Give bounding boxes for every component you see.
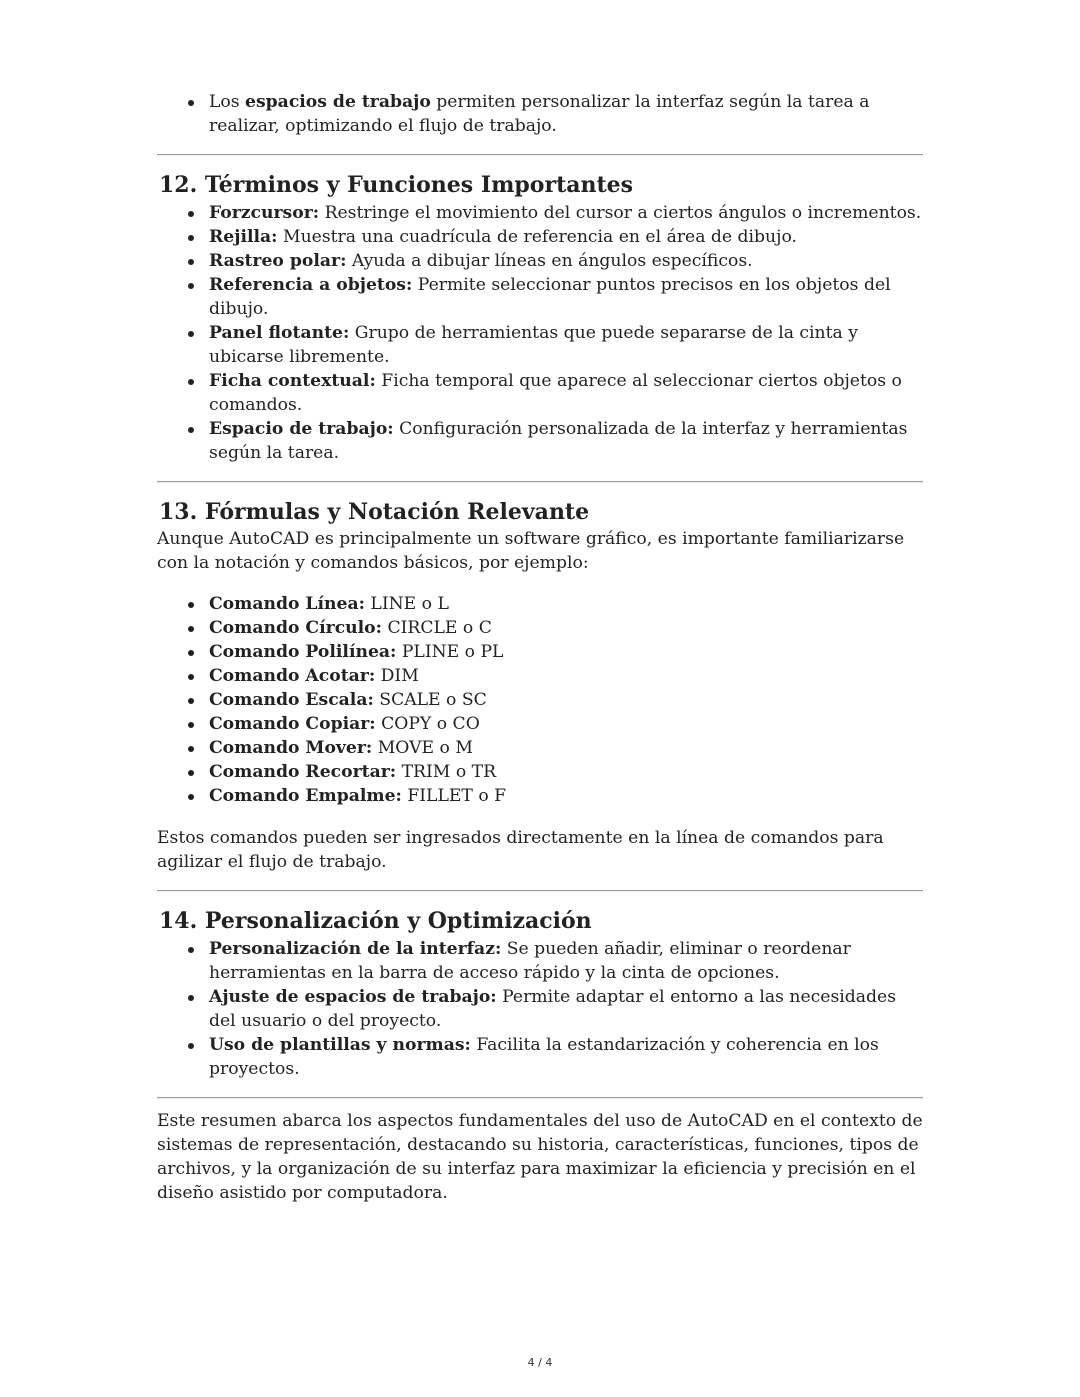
- item-description: Ayuda a dibujar líneas en ángulos específicos.: [346, 251, 753, 271]
- item-description: TRIM o TR: [396, 762, 497, 782]
- section-outro: Estos comandos pueden ser ingresados directamente en la línea de comandos para agilizar el flujo de trabajo.: [157, 828, 884, 872]
- section-terms: [157, 170, 923, 465]
- list-item: [209, 90, 923, 138]
- conclusion-paragraph: Este resumen abarca los aspectos fundamentales del uso de AutoCAD en el contexto de sistemas de representación, destacando su historia, características, funciones, tipos de archivos, y la organización de su interfaz para maximizar la eficiencia y precisión en el diseño asistido por computadora.: [157, 1111, 923, 1203]
- section-divider: [157, 1097, 923, 1099]
- list-item: [209, 417, 923, 465]
- item-description: PLINE o PL: [396, 642, 504, 662]
- item-term: Comando Empalme:: [209, 786, 402, 806]
- item-description: MOVE o M: [372, 738, 473, 758]
- item-description: COPY o CO: [375, 714, 480, 734]
- item-description: DIM: [375, 666, 419, 686]
- item-term: Comando Línea:: [209, 594, 365, 614]
- item-description: FILLET o F: [401, 786, 507, 806]
- item-term: Comando Polilínea:: [209, 642, 397, 662]
- list-item: [209, 688, 923, 712]
- item-description: Grupo de herramientas que puede separarse de la cinta y ubicarse libremente.: [209, 323, 858, 367]
- item-term: Comando Recortar:: [209, 762, 397, 782]
- section-title: 12. Términos y Funciones Importantes: [159, 172, 634, 198]
- page-indicator: 4 / 4: [527, 1356, 553, 1369]
- item-prefix: Los: [209, 92, 246, 112]
- list-item: [209, 592, 923, 616]
- document-page: [157, 90, 923, 1205]
- item-description: Muestra una cuadrícula de referencia en el área de dibujo.: [277, 227, 797, 247]
- item-description: LINE o L: [364, 594, 449, 614]
- section-formulas: [157, 497, 923, 874]
- list-item: [209, 985, 923, 1033]
- item-term: Espacio de trabajo:: [209, 419, 394, 439]
- list-item: [209, 201, 923, 225]
- list-item: [209, 321, 923, 369]
- item-description: Facilita la estandarización y coherencia en los proyectos.: [209, 1035, 879, 1079]
- section-title: 14. Personalización y Optimización: [159, 908, 592, 934]
- item-term: Comando Círculo:: [209, 618, 382, 638]
- list-item: [209, 225, 923, 249]
- item-term: Rejilla:: [209, 227, 278, 247]
- list-item: [209, 616, 923, 640]
- list-item: [209, 249, 923, 273]
- list-item: [209, 273, 923, 321]
- item-term: Comando Copiar:: [209, 714, 376, 734]
- item-description: Configuración personalizada de la interfaz y herramientas según la tarea.: [209, 419, 908, 463]
- item-description: Permite seleccionar puntos precisos en los objetos del dibujo.: [209, 275, 891, 319]
- item-description: Permite adaptar el entorno a las necesidades del usuario o del proyecto.: [209, 987, 897, 1031]
- list-item: [209, 937, 923, 985]
- section-title: 13. Fórmulas y Notación Relevante: [159, 499, 590, 525]
- item-description: SCALE o SC: [373, 690, 487, 710]
- item-term: Panel flotante:: [209, 323, 350, 343]
- item-description: Ficha temporal que aparece al seleccionar ciertos objetos o comandos.: [209, 371, 902, 415]
- item-description: permiten personalizar la interfaz según la tarea a realizar, optimizando el flujo de trabajo.: [209, 92, 870, 136]
- customization-list: [157, 937, 923, 1081]
- item-term: Comando Mover:: [209, 738, 373, 758]
- section-intro: Aunque AutoCAD es principalmente un software gráfico, es importante familiarizarse con la notación y comandos básicos, por ejemplo:: [157, 529, 905, 573]
- item-term: Comando Escala:: [209, 690, 374, 710]
- item-term: Uso de plantillas y normas:: [209, 1035, 471, 1055]
- section-divider: [157, 890, 923, 892]
- list-item: [209, 760, 923, 784]
- item-term: Ficha contextual:: [209, 371, 376, 391]
- list-item: [209, 664, 923, 688]
- item-term: Rastreo polar:: [209, 251, 347, 271]
- item-term: espacios de trabajo: [245, 92, 431, 112]
- item-term: Referencia a objetos:: [209, 275, 413, 295]
- list-item: [209, 1033, 923, 1081]
- item-description: CIRCLE o C: [382, 618, 492, 638]
- intro-bullet-list: [157, 90, 923, 138]
- list-item: [209, 369, 923, 417]
- item-term: Personalización de la interfaz:: [209, 939, 502, 959]
- list-item: [209, 736, 923, 760]
- terms-list: [157, 201, 923, 465]
- list-item: [209, 712, 923, 736]
- commands-list: [157, 592, 923, 808]
- section-customization: [157, 906, 923, 1081]
- list-item: [209, 640, 923, 664]
- section-divider: [157, 481, 923, 483]
- item-term: Forzcursor:: [209, 203, 320, 223]
- item-term: Ajuste de espacios de trabajo:: [209, 987, 497, 1007]
- item-term: Comando Acotar:: [209, 666, 376, 686]
- list-item: [209, 784, 923, 808]
- item-description: Restringe el movimiento del cursor a ciertos ángulos o incrementos.: [319, 203, 922, 223]
- item-description: Se pueden añadir, eliminar o reordenar herramientas en la barra de acceso rápido y la cinta de opciones.: [209, 939, 851, 983]
- section-divider: [157, 154, 923, 156]
